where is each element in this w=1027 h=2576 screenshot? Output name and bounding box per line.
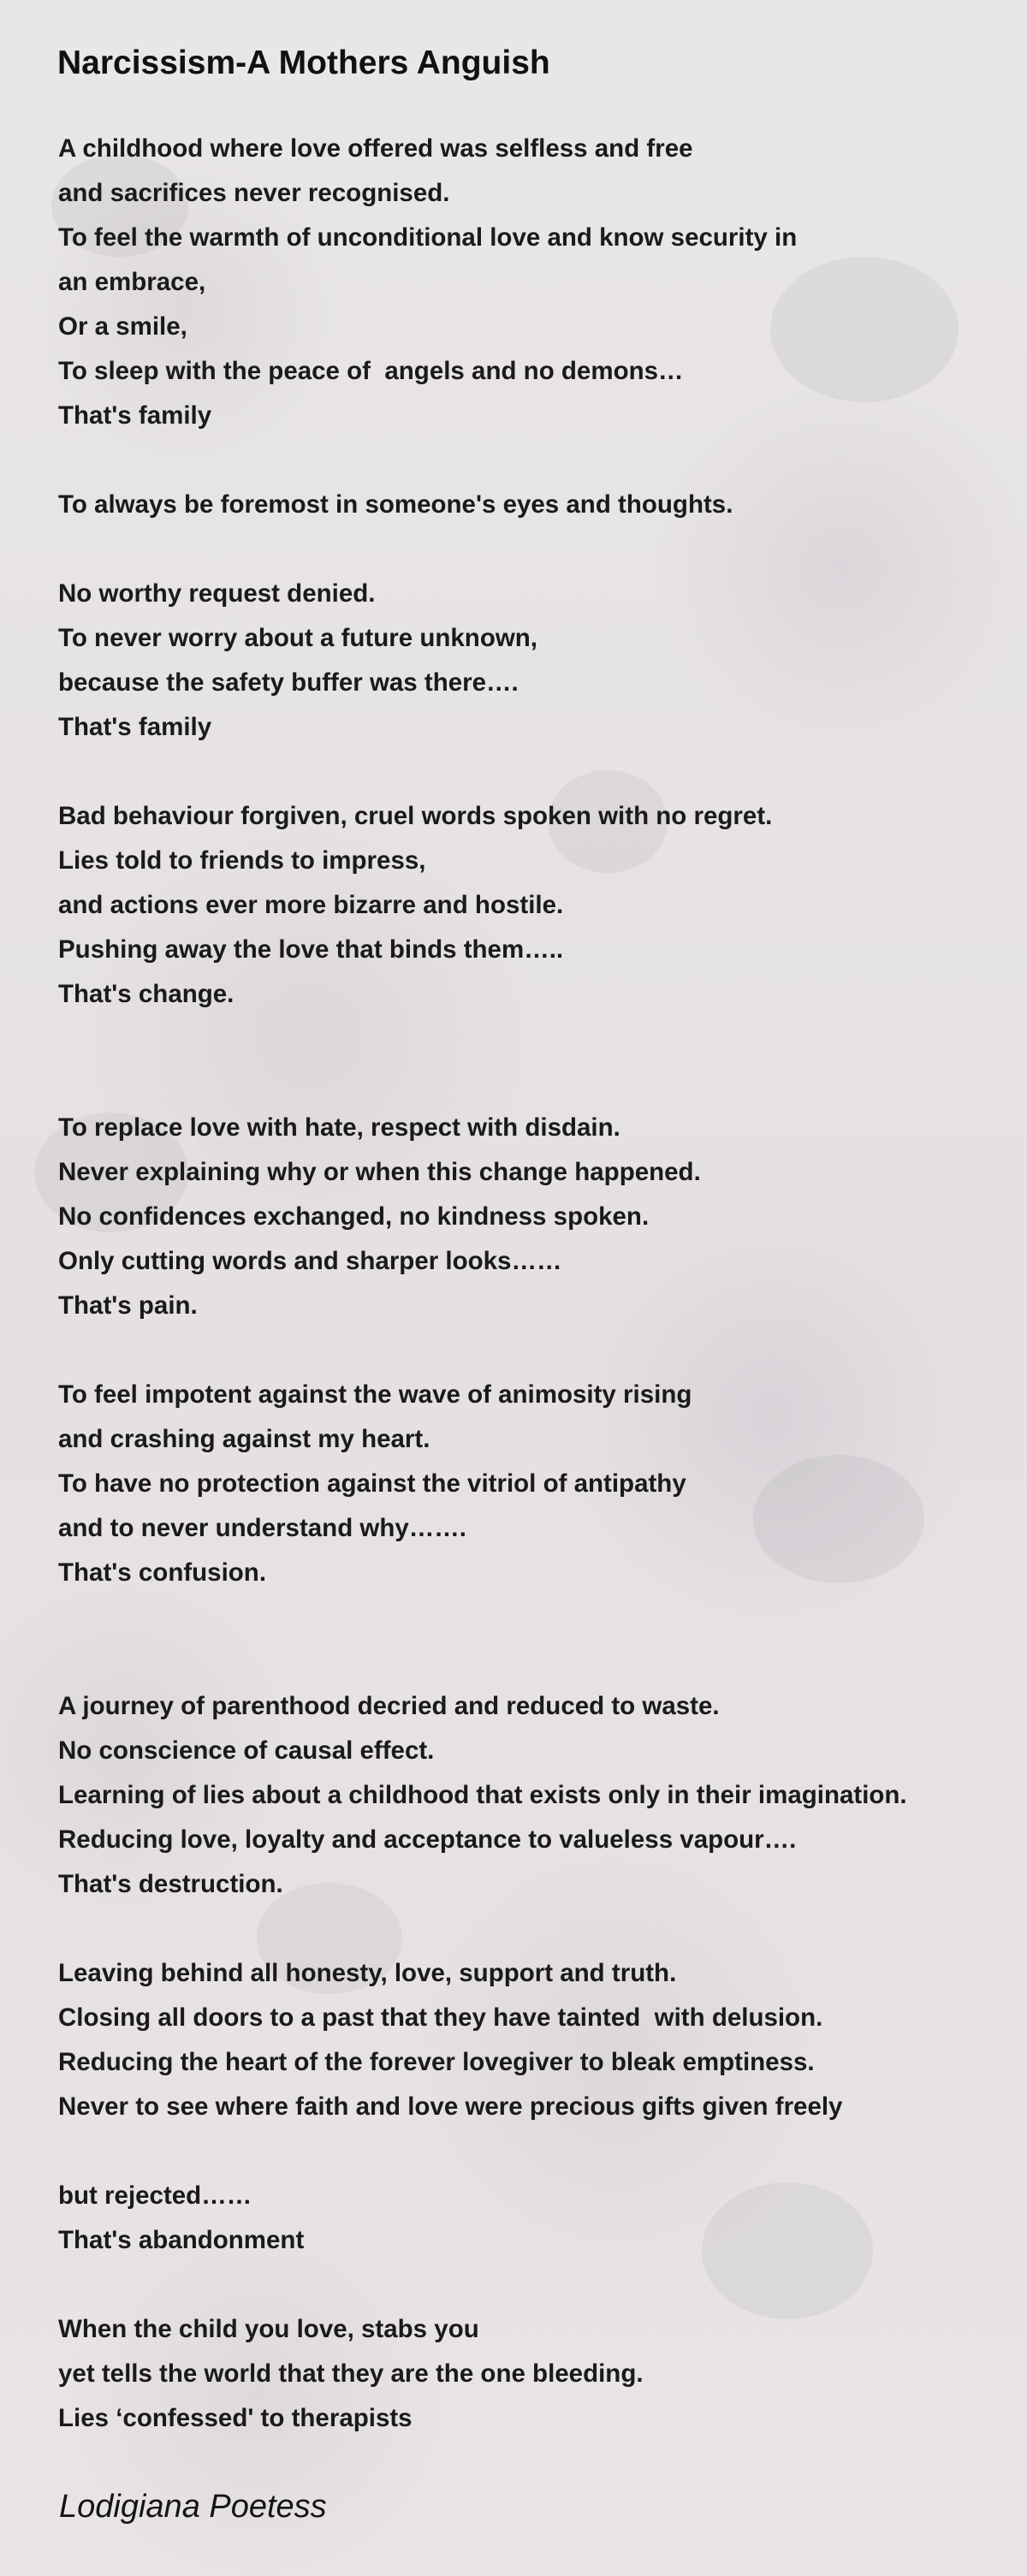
poem-line: Reducing love, loyalty and acceptance to valueless vapour…. (58, 1825, 797, 1854)
poem-line: Never to see where faith and love were precious gifts given freely (58, 2092, 843, 2121)
poem-line: That's pain. (58, 1291, 198, 1320)
poem-line: Lies told to friends to impress, (58, 846, 426, 875)
poem-line: No worthy request denied. (58, 579, 376, 608)
poem-line: To replace love with hate, respect with disdain. (58, 1113, 620, 1142)
poem-line: To never worry about a future unknown, (58, 624, 537, 652)
poem-line: That's confusion. (58, 1558, 267, 1587)
poem-line: To have no protection against the vitriol of antipathy (58, 1469, 686, 1498)
poem-line: To feel impotent against the wave of animosity rising (58, 1380, 692, 1409)
poem-line: but rejected…… (58, 2181, 252, 2210)
poem-line: That's abandonment (58, 2226, 305, 2254)
stanza-break (58, 1907, 1008, 1951)
poem-body (58, 127, 1008, 2441)
poem-title: Narcissism-A Mothers Anguish (57, 45, 550, 81)
poem-line: When the child you love, stabs you (58, 2315, 479, 2343)
poem-line: Closing all doors to a past that they have tainted with delusion. (58, 2003, 823, 2032)
poem-line: Reducing the heart of the forever lovegiver to bleak emptiness. (58, 2048, 815, 2076)
stanza-break (58, 1328, 1008, 1373)
poem-line: That's family (58, 401, 212, 430)
stanza-break (58, 527, 1008, 572)
poem-line: That's destruction. (58, 1870, 283, 1898)
stanza-break (58, 750, 1008, 794)
poem-line: and crashing against my heart. (58, 1425, 430, 1453)
poem-line: Lies ‘confessed' to therapists (58, 2404, 413, 2432)
stanza-break (58, 2129, 1008, 2174)
poem-author: Lodigiana Poetess (59, 2489, 327, 2525)
stanza-break (58, 1595, 1008, 1640)
stanza-break (58, 1640, 1008, 1684)
poem-line: Only cutting words and sharper looks…… (58, 1247, 562, 1275)
poem-line: That's family (58, 713, 212, 741)
poem-line: and sacrifices never recognised. (58, 179, 450, 207)
poem-line: and actions ever more bizarre and hostile. (58, 891, 564, 919)
stanza-break (58, 1061, 1008, 1106)
stanza-break (58, 1017, 1008, 1061)
poem-line: Pushing away the love that binds them….. (58, 935, 564, 964)
poem-line: Leaving behind all honesty, love, support and truth. (58, 1959, 677, 1987)
poem-line: an embrace, (58, 268, 206, 296)
poem-line: A journey of parenthood decried and reduced to waste. (58, 1692, 720, 1720)
poem-line: Never explaining why or when this change happened. (58, 1158, 701, 1186)
poem-line: That's change. (58, 980, 234, 1008)
stanza-break (58, 2263, 1008, 2307)
poem-line: To sleep with the peace of angels and no demons… (58, 357, 684, 385)
poem-line: To always be foremost in someone's eyes and thoughts. (58, 490, 733, 519)
stanza-break (58, 438, 1008, 483)
poem-line: and to never understand why……. (58, 1514, 466, 1542)
poem-line: Bad behaviour forgiven, cruel words spoken with no regret. (58, 802, 773, 830)
poem-line: To feel the warmth of unconditional love and know security in (58, 223, 798, 252)
poem-line: Learning of lies about a childhood that exists only in their imagination. (58, 1781, 907, 1809)
poem-line: yet tells the world that they are the one bleeding. (58, 2359, 644, 2388)
poem-line: No confidences exchanged, no kindness spoken. (58, 1202, 650, 1231)
poem-line: No conscience of causal effect. (58, 1736, 435, 1765)
poem-line: A childhood where love offered was selfless and free (58, 134, 693, 163)
poem-line: Or a smile, (58, 312, 187, 341)
poem-line: because the safety buffer was there…. (58, 668, 519, 697)
